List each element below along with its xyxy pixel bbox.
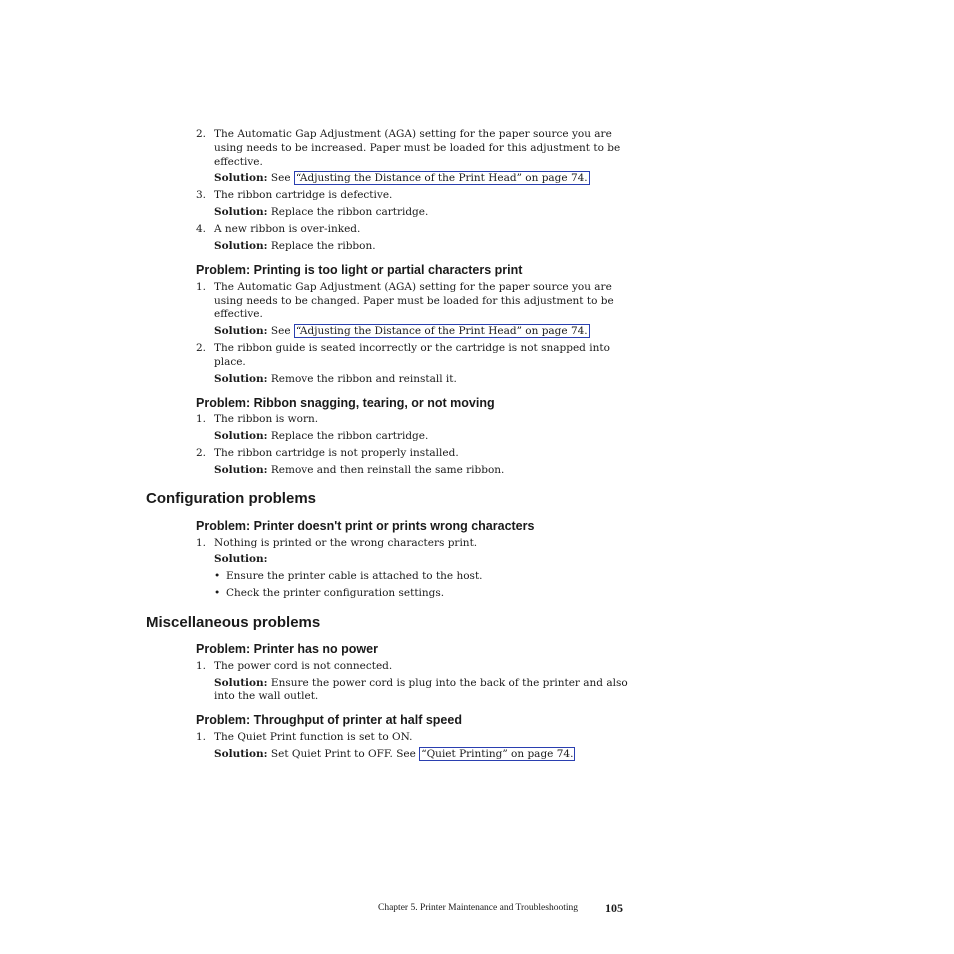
section-heading: Miscellaneous problems [146,614,321,631]
cross-reference-link[interactable]: “Adjusting the Distance of the Print Head” on page 74. [295,325,588,337]
footer-chapter-title: Chapter 5. Printer Maintenance and Troubleshooting [378,903,578,913]
list-number: 1. [196,537,207,549]
list-number: 2. [196,342,207,354]
problem-heading: Problem: Printer has no power [196,642,378,656]
list-number: 3. [196,189,207,201]
list-number: 1. [196,660,207,672]
solution-line [214,239,376,253]
problem-heading: Problem: Ribbon snagging, tearing, or not moving [196,396,495,410]
solution-line [214,463,504,477]
solution-label: Solution: [214,677,268,689]
list-item-text: The ribbon cartridge is defective. [214,189,393,201]
bullet-marker: • [214,570,221,582]
list-item-text: using needs to be changed. Paper must be loaded for this adjustment to be [214,295,614,307]
list-item-text: using needs to be increased. Paper must be loaded for this adjustment to be [214,142,621,154]
list-item-text: effective. [214,308,263,320]
solution-text: See [270,325,294,337]
bullet-text: Check the printer configuration settings. [226,587,445,599]
solution-line [214,429,428,443]
solution-line [214,747,575,761]
list-item-text: A new ribbon is over-inked. [214,223,361,235]
problem-heading: Problem: Throughput of printer at half speed [196,713,462,727]
list-item-text: The power cord is not connected. [214,660,393,672]
solution-text: Remove and then reinstall the same ribbon. [270,464,505,476]
solution-text-continued: into the wall outlet. [214,690,319,702]
solution-line [214,324,590,338]
solution-line [214,676,628,690]
list-number: 4. [196,223,207,235]
list-number: 1. [196,413,207,425]
problem-heading: Problem: Printing is too light or partial characters print [196,263,523,277]
list-item-text: The Automatic Gap Adjustment (AGA) setting for the paper source you are [214,128,612,140]
list-number: 2. [196,128,207,140]
solution-line [214,552,268,566]
list-item-text: The ribbon cartridge is not properly installed. [214,447,459,459]
list-number: 1. [196,731,207,743]
solution-text: See [270,172,294,184]
solution-line [214,171,590,185]
solution-label: Solution: [214,240,268,252]
solution-text: Replace the ribbon cartridge. [270,430,429,442]
list-item-text: effective. [214,156,263,168]
bullet-marker: • [214,587,221,599]
solution-label: Solution: [214,373,268,385]
list-item-text: The Quiet Print function is set to ON. [214,731,413,743]
section-heading: Configuration problems [146,490,316,507]
list-number: 2. [196,447,207,459]
list-item-text: The Automatic Gap Adjustment (AGA) setting for the paper source you are [214,281,612,293]
solution-text: Remove the ribbon and reinstall it. [270,373,457,385]
solution-text: Replace the ribbon cartridge. [270,206,429,218]
solution-text: Ensure the power cord is plug into the back of the printer and also [270,677,628,689]
cross-reference-link[interactable]: “Adjusting the Distance of the Print Head” on page 74. [295,172,588,184]
solution-text: Set Quiet Print to OFF. See [270,748,420,760]
list-item-text: place. [214,356,246,368]
solution-label: Solution: [214,172,268,184]
list-number: 1. [196,281,207,293]
solution-label: Solution: [214,325,268,337]
list-item-text: The ribbon is worn. [214,413,319,425]
solution-label: Solution: [214,430,268,442]
list-item-text: The ribbon guide is seated incorrectly or the cartridge is not snapped into [214,342,610,354]
solution-line [214,205,428,219]
solution-text: Replace the ribbon. [270,240,376,252]
solution-label: Solution: [214,553,268,565]
solution-label: Solution: [214,748,268,760]
solution-line [214,372,457,386]
bullet-text: Ensure the printer cable is attached to the host. [226,570,483,582]
list-item-text: Nothing is printed or the wrong characters print. [214,537,478,549]
page-number: 105 [605,901,623,915]
solution-label: Solution: [214,464,268,476]
cross-reference-link[interactable]: “Quiet Printing” on page 74. [421,748,574,760]
problem-heading: Problem: Printer doesn't print or prints wrong characters [196,519,535,533]
solution-label: Solution: [214,206,268,218]
